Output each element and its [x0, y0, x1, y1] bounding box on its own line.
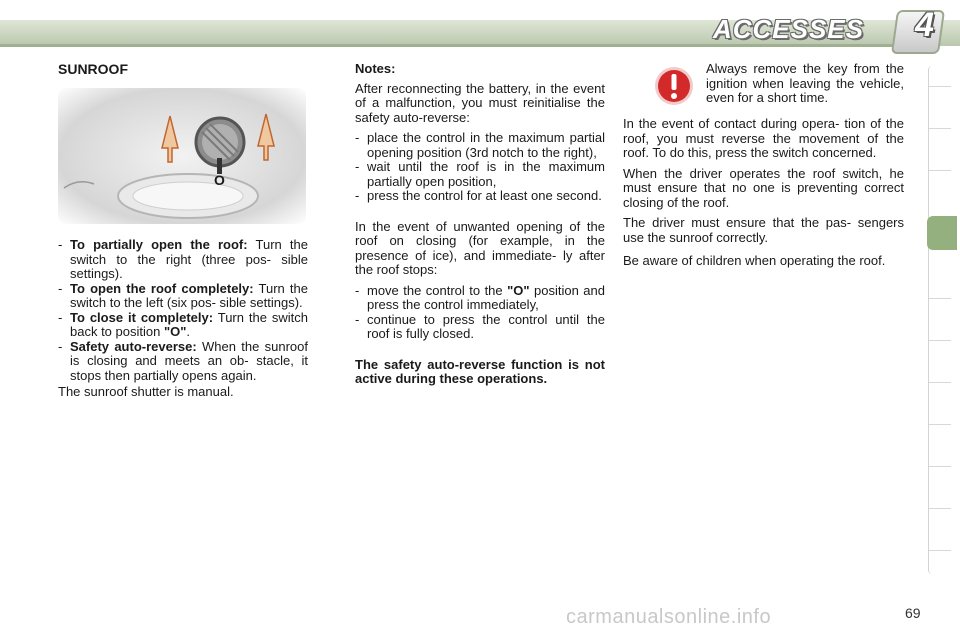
item-quote: "O"	[507, 282, 530, 298]
warning-note: The safety auto-reverse function is not active during these operations.	[355, 356, 605, 386]
item-text: position and press the control immediately,	[367, 282, 605, 312]
footer-text: The sunroof shutter is manual.	[58, 384, 234, 399]
sunroof-switch-illustration	[58, 88, 306, 224]
list-item: - continue to press the control until the roof is fully closed.	[355, 311, 605, 341]
item-text: Turn the switch to the right (three pos- sible settings).	[70, 237, 309, 281]
chapter-tab[interactable]	[929, 424, 951, 425]
item-label: Safety auto-reverse:	[70, 338, 197, 354]
item-text: press the control for at least one second.	[367, 188, 602, 203]
item-label: To close it completely:	[70, 309, 214, 325]
item-text: When the sunroof is closing and meets an ob- stacle, it stops then partially opens again.	[70, 338, 309, 383]
notes-paragraph: In the event of unwanted opening of the roof on closing (for example, in the presence of ice), and immediate- ly after the roof stops:	[355, 218, 605, 277]
list-item: - press the control for at least one second.	[355, 188, 602, 203]
item-label: To open the roof completely:	[70, 280, 254, 296]
page-header	[0, 0, 960, 52]
list-item: - wait until the roof is in the maximum partially open position,	[355, 159, 605, 189]
item-text: place the control in the maximum partial opening position (3rd notch to the right),	[367, 130, 605, 160]
item-tail: .	[186, 324, 191, 339]
item-label: To partially open the roof:	[70, 237, 248, 252]
left-column	[58, 62, 308, 87]
warning-text: Always remove the key from the ignition when leaving the vehicle, even for a short time.	[706, 61, 904, 105]
warning-box	[706, 62, 904, 112]
list-item: - move the control to the "O" position and press the control immediately,	[355, 282, 605, 312]
item-text: Turn the switch back to position	[70, 309, 308, 339]
item-text: Turn the switch to the left (six pos- sible settings).	[70, 280, 309, 310]
watermark: carmanualsonline.info	[566, 606, 772, 628]
right-paragraph: Be aware of children when operating the roof.	[623, 253, 886, 268]
list-item: - To partially open the roof: Turn the switch to the right (three pos- sible settings).	[58, 237, 309, 281]
warning-icon	[654, 66, 694, 106]
chapter-tabs	[928, 66, 951, 574]
right-column	[623, 117, 904, 277]
right-paragraph: In the event of contact during opera- tion of the roof, you must reverse the movement of the roof. To do this, press the switch concerned.	[623, 116, 904, 160]
chapter-tab[interactable]	[929, 550, 951, 551]
section-title: ACCESSES	[712, 14, 864, 44]
chapter-tab[interactable]	[929, 382, 951, 383]
list-item: - To open the roof completely: Turn the switch to the left (six pos- sible settings).	[58, 280, 309, 310]
chapter-tab[interactable]	[929, 508, 951, 509]
sunroof-switch-drawing	[58, 88, 306, 224]
chapter-tab-active[interactable]	[927, 216, 957, 250]
chapter-tab[interactable]	[929, 128, 951, 129]
position-label: O	[214, 172, 225, 188]
chapter-tab[interactable]	[929, 170, 951, 171]
middle-column	[355, 62, 605, 393]
chapter-tab[interactable]	[929, 298, 951, 299]
list-item: - place the control in the maximum partial opening position (3rd notch to the right),	[355, 130, 605, 160]
chapter-number: 4	[915, 6, 934, 44]
notes-paragraph: After reconnecting the battery, in the event of a malfunction, you must reinitialise the safety auto-reverse:	[355, 80, 605, 125]
chapter-tab[interactable]	[929, 466, 951, 467]
left-list	[58, 238, 308, 406]
item-text: wait until the roof is in the maximum partially open position,	[367, 159, 605, 189]
item-text: move the control to the	[367, 282, 508, 298]
notes-title: Notes:	[355, 61, 396, 76]
section-heading: SUNROOF	[58, 61, 128, 77]
chapter-tab[interactable]	[929, 86, 951, 87]
item-quote: "O"	[163, 324, 187, 339]
list-item: - To close it completely: Turn the switch back to position "O".	[58, 309, 308, 339]
right-paragraph: When the driver operates the roof switch, he must ensure that no one is preventing correct closing of the roof.	[623, 165, 904, 210]
item-text: continue to press the control until the roof is fully closed.	[367, 311, 605, 341]
page-number: 69	[905, 605, 921, 621]
chapter-tab[interactable]	[929, 340, 951, 341]
right-paragraph: The driver must ensure that the pas- sengers use the sunroof correctly.	[623, 215, 904, 245]
list-item: - Safety auto-reverse: When the sunroof is closing and meets an ob- stacle, it stops then partially opens again.	[58, 338, 309, 383]
